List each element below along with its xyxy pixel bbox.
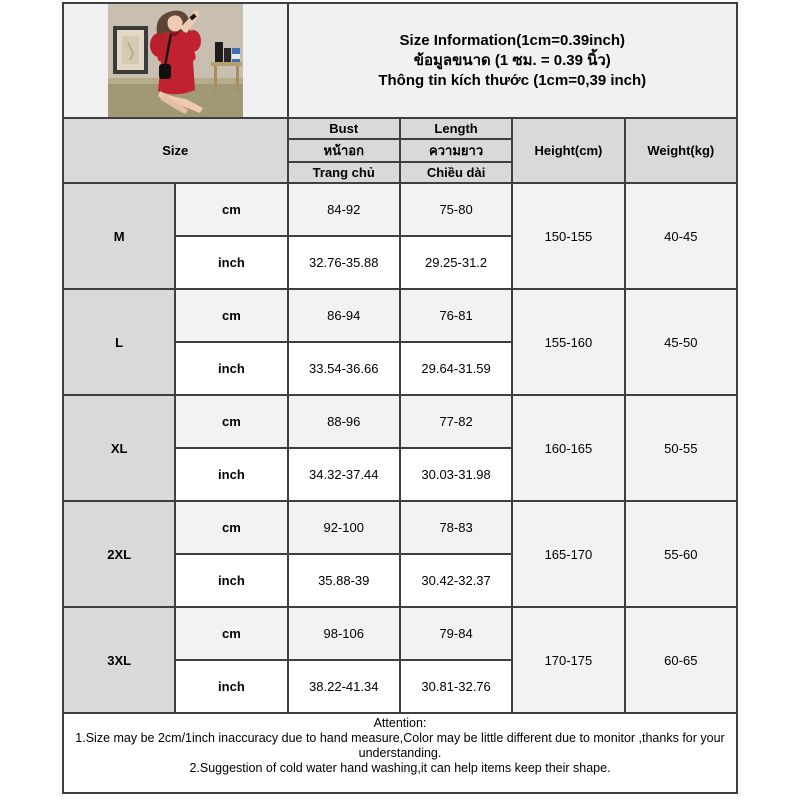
photo-box [224,48,231,62]
height-column-header: Height(cm) [512,118,624,183]
size-row-3xl-cm [63,607,737,660]
bust-cm-value: 92-100 [288,501,400,554]
bust-inch-value: 34.32-37.44 [288,448,400,501]
height-value: 165-170 [512,501,624,607]
weight-value: 45-50 [625,289,737,395]
unit-label-inch: inch [175,342,287,395]
size-row-xl-cm [63,395,737,448]
size-row-l-cm [63,289,737,342]
height-value: 160-165 [512,395,624,501]
photo-frame [113,26,148,74]
length-cm-value: 76-81 [400,289,512,342]
unit-label-cm: cm [175,607,287,660]
attention-section [63,713,737,793]
length-header-th: ความยาว [400,139,512,162]
model-bag [159,64,171,79]
attention-title: Attention: [373,716,427,730]
size-label-xl: XL [63,395,175,501]
top-section [63,3,737,118]
weight-column-header: Weight(kg) [625,118,737,183]
bust-inch-value: 33.54-36.66 [288,342,400,395]
unit-label-inch: inch [175,236,287,289]
unit-label-cm: cm [175,183,287,236]
bust-inch-value: 35.88-39 [288,554,400,607]
size-column-header: Size [63,118,288,183]
attention-note-1: 1.Size may be 2cm/1inch inaccuracy due to hand measure,Color may be little different due to monitor ,thanks for your understanding. [75,731,725,760]
length-inch-value: 30.81-32.76 [400,660,512,713]
bust-cm-value: 84-92 [288,183,400,236]
unit-label-cm: cm [175,395,287,448]
length-inch-value: 29.64-31.59 [400,342,512,395]
height-value: 155-160 [512,289,624,395]
size-info-title-cell [288,3,737,118]
bust-cm-value: 88-96 [288,395,400,448]
length-cm-value: 75-80 [400,183,512,236]
weight-value: 50-55 [625,395,737,501]
model-left-sleeve [150,33,168,57]
model-right-sleeve [185,30,201,52]
header-row-en [63,118,737,139]
bust-inch-value: 32.76-35.88 [288,236,400,289]
size-info-title-en: Size Information(1cm=0.39inch) [399,31,626,49]
attention-cell [63,713,737,793]
height-value: 150-155 [512,183,624,289]
unit-label-inch: inch [175,554,287,607]
photo-bottle [215,42,223,62]
size-row-m-cm [63,183,737,236]
unit-label-inch: inch [175,448,287,501]
bust-inch-value: 38.22-41.34 [288,660,400,713]
size-label-3xl: 3XL [63,607,175,713]
bust-cm-value: 98-106 [288,607,400,660]
length-cm-value: 78-83 [400,501,512,554]
bust-header-th: หน้าอก [288,139,400,162]
size-info-title-th: ข้อมูลขนาด (1 ซม. = 0.39 นิ้ว) [413,51,611,69]
attention-note-2: 2.Suggestion of cold water hand washing,it can help items keep their shape. [189,761,611,775]
bust-header-en: Bust [288,118,400,139]
length-cm-value: 79-84 [400,607,512,660]
length-header-en: Length [400,118,512,139]
weight-value: 40-45 [625,183,737,289]
size-label-l: L [63,289,175,395]
length-header-vi: Chiều dài [400,162,512,183]
size-label-2xl: 2XL [63,501,175,607]
height-value: 170-175 [512,607,624,713]
bust-header-vi: Trang chủ [288,162,400,183]
weight-value: 55-60 [625,501,737,607]
bust-cm-value: 86-94 [288,289,400,342]
weight-value: 60-65 [625,607,737,713]
length-inch-value: 29.25-31.2 [400,236,512,289]
size-row-2xl-cm [63,501,737,554]
length-inch-value: 30.03-31.98 [400,448,512,501]
product-photo-cell [63,3,288,118]
length-inch-value: 30.42-32.37 [400,554,512,607]
unit-label-cm: cm [175,501,287,554]
size-chart-table [62,2,738,794]
product-photo [108,4,243,117]
size-label-m: M [63,183,175,289]
unit-label-inch: inch [175,660,287,713]
unit-label-cm: cm [175,289,287,342]
size-info-title-vi: Thông tin kích thước (1cm=0,39 inch) [378,71,647,89]
length-cm-value: 77-82 [400,395,512,448]
